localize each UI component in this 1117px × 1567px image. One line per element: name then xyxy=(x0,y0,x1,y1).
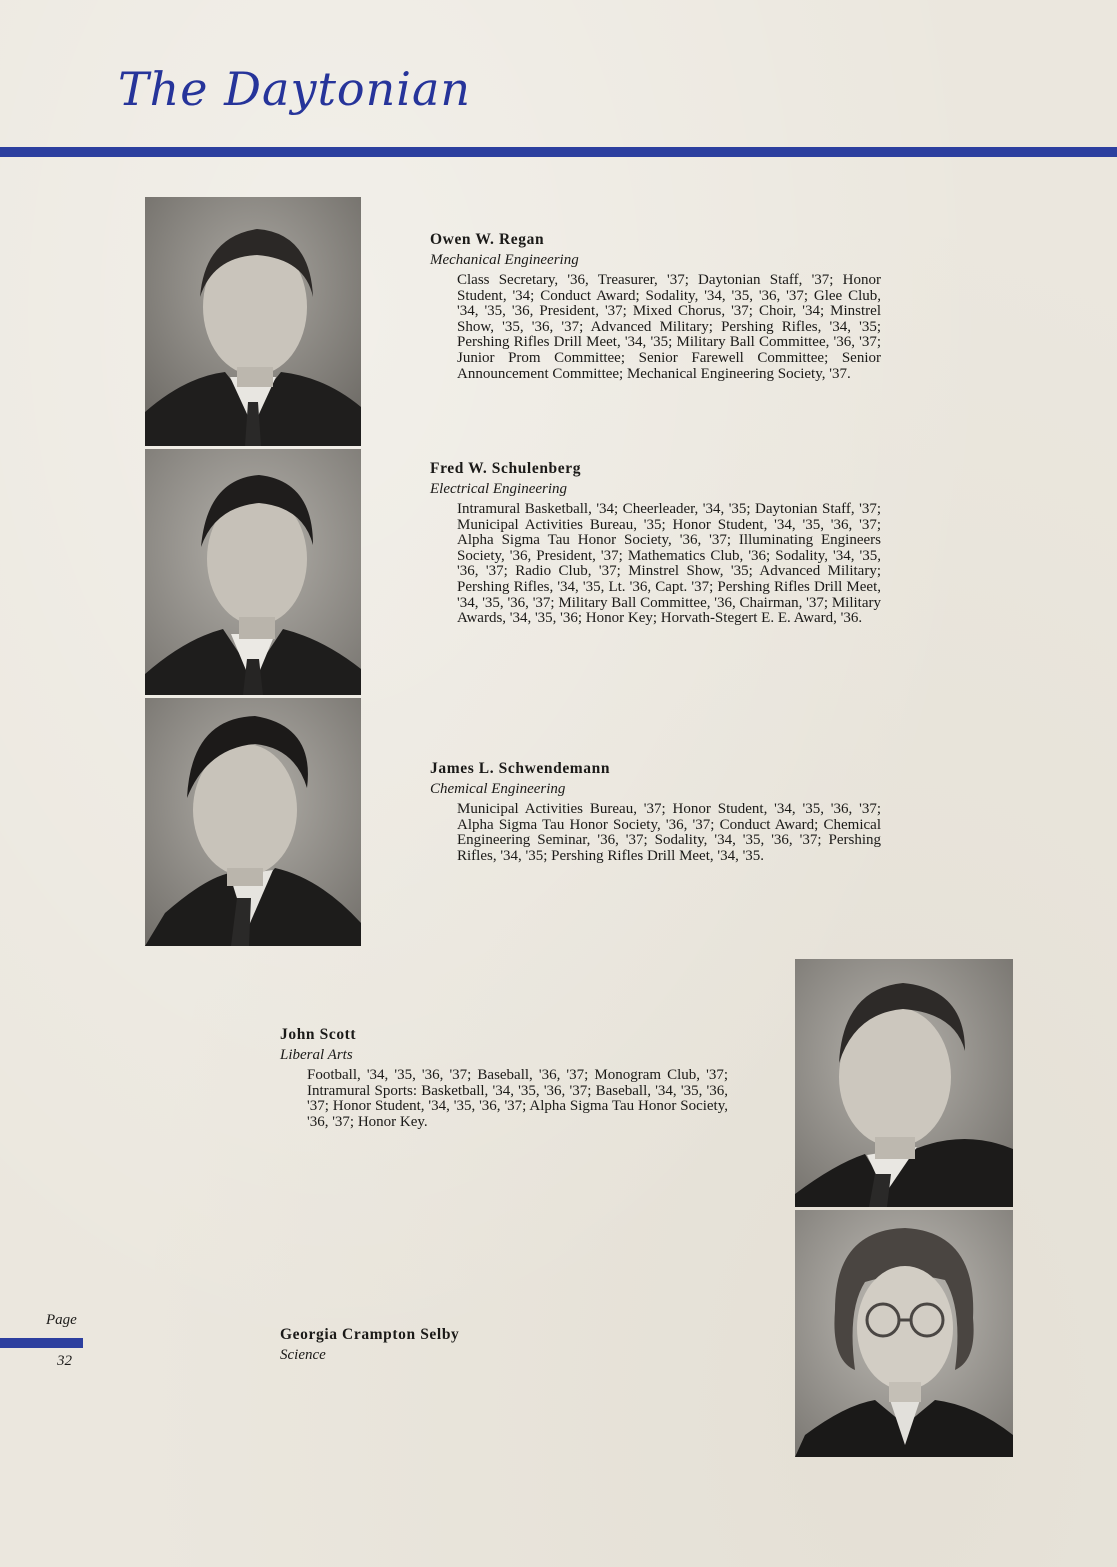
portrait-image xyxy=(145,449,361,695)
portrait-image xyxy=(795,1210,1013,1457)
senior-entry xyxy=(280,1025,728,1130)
portrait-photo xyxy=(795,1210,1013,1457)
student-activities: Class Secretary, '36, Treasurer, '37; Daytonian Staff, '37; Honor Student, '34; Conduct Award; Sodality, '34, '35, '36, '37; Glee Club, '34, '35, '36, President, '37; Mixed Chorus, '37; Choir, '34; Minstrel Show, '35, '36, '37; Advanced Military; Pershing Rifles, '34, '35; Pershing Rifles Drill Meet, '34, '35; Military Ball Committee, '36, '37; Junior Prom Committee; Senior Farewell Committee; Senior Announcement Committee; Mechanical Engineering Society, '37. xyxy=(457,272,881,382)
student-department: Science xyxy=(280,1347,326,1363)
portrait-image xyxy=(145,197,361,446)
page-label: Page xyxy=(46,1312,77,1328)
student-name: Owen W. Regan xyxy=(430,231,545,248)
portrait-photo xyxy=(145,449,361,695)
portrait-image xyxy=(795,959,1013,1207)
masthead-rule xyxy=(0,147,1117,157)
senior-entry xyxy=(430,759,881,864)
page-marker-bar xyxy=(0,1338,83,1348)
senior-entry xyxy=(430,230,881,382)
portrait-photo xyxy=(145,197,361,446)
student-department: Electrical Engineering xyxy=(430,481,568,497)
senior-entry xyxy=(430,459,881,627)
student-name: James L. Schwendemann xyxy=(430,760,611,777)
student-name: Georgia Crampton Selby xyxy=(280,1326,460,1343)
portrait-photo xyxy=(795,959,1013,1207)
student-activities: Intramural Basketball, '34; Cheerleader, '34, '35; Daytonian Staff, '37; Municipal Activities Bureau, '35; Honor Student, '34, '35, '36, '37; Alpha Sigma Tau Honor Society, '36, '37; Illuminating Engineers Society, '36, President, '37; Mathematics Club, '36; Sodality, '34, '35, '36, '37; Radio Club, '37; Minstrel Show, '35; Advanced Military; Pershing Rifles, '34, '35, Lt. '36, Capt. '37; Pershing Rifles Drill Meet, '34, '35, '36, '37; Military Ball Committee, '36, Chairman, '37; Military Awards, '34, '35, '36; Honor Key; Horvath-Stegert E. E. Award, '36. xyxy=(457,501,881,627)
student-activities: Football, '34, '35, '36, '37; Baseball, '36, '37; Monogram Club, '37; Intramural Sports: Basketball, '34, '35, '36, '37; Baseball, '34, '35, '36, '37; Honor Student, '34, '35, '36, '37; Alpha Sigma Tau Honor Society, '36, '37; Honor Key. xyxy=(307,1067,728,1130)
student-activities: Municipal Activities Bureau, '37; Honor Student, '34, '35, '36, '37; Alpha Sigma Tau Honor Society, '36, '37; Conduct Award; Chemical Engineering Seminar, '36, '37; Sodality, '34, '35, '36, '37; Pershing Rifles, '34, '35; Pershing Rifles Drill Meet, '34, '35. xyxy=(457,801,881,864)
student-department: Chemical Engineering xyxy=(430,781,566,797)
student-name: Fred W. Schulenberg xyxy=(430,460,582,477)
senior-entry xyxy=(280,1325,728,1365)
page-number: 32 xyxy=(57,1353,72,1369)
portrait-image xyxy=(145,698,361,946)
masthead-title: The Daytonian xyxy=(118,62,472,116)
student-department: Liberal Arts xyxy=(280,1047,353,1063)
student-department: Mechanical Engineering xyxy=(430,252,579,268)
portrait-photo xyxy=(145,698,361,946)
student-name: John Scott xyxy=(280,1026,357,1043)
